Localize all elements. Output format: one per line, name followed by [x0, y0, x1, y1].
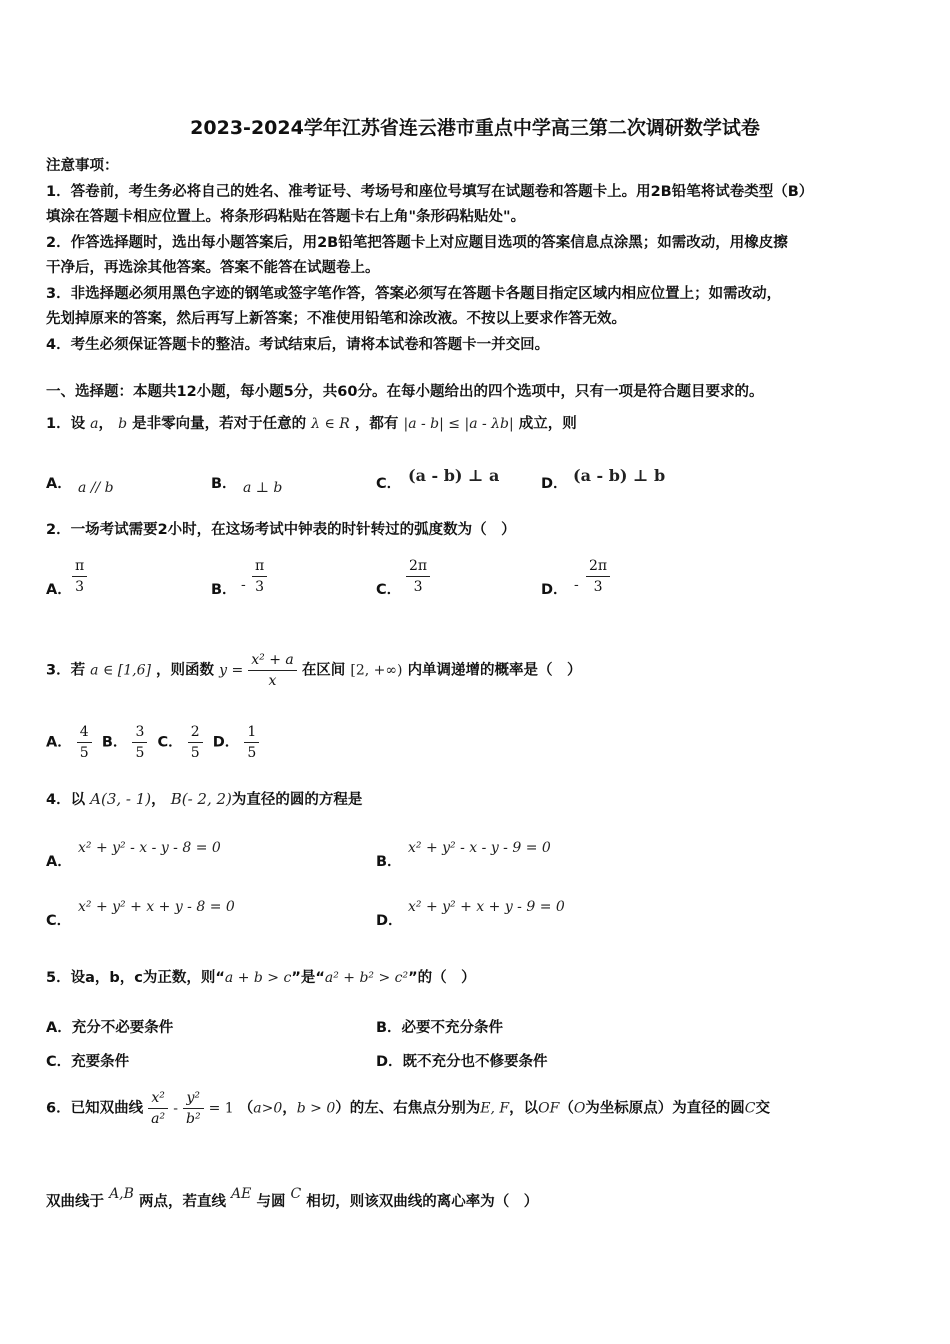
q4-option-b-expr: x² + y² - x - y - 9 = 0 — [408, 840, 551, 856]
q5-option-a: A．充分不必要条件 — [46, 1020, 174, 1036]
q6-text-7: 为坐标原点）为直径的圆 — [585, 1100, 745, 1117]
q3-num: x² + a — [251, 652, 294, 668]
q2-a-num: π — [72, 556, 87, 577]
q5-option-d: D．既不充分也不修要条件 — [376, 1054, 548, 1070]
q1-option-c-label: C． — [376, 476, 402, 492]
q1-text-3: ，都有 — [354, 416, 399, 432]
q2-c-den: 3 — [413, 579, 423, 595]
q1-text-2: 是非零向量，若对于任意的 — [132, 416, 307, 432]
q2-option-b-frac — [252, 556, 267, 597]
q6-text-1: 6．已知双曲线 — [46, 1100, 144, 1117]
q3-option-d-label: D． — [212, 734, 240, 751]
q6-den-2: b² — [185, 1111, 201, 1127]
q1-option-b-label: B． — [211, 476, 237, 492]
notice-line-3: 2．作答选择题时，选出每小题答案后，用2B铅笔把答题卡上对应题目选项的答案信息点涂黑；如需改动，用橡皮擦 — [46, 235, 788, 251]
q1-inequality: |a - b| ≤ |a - λb| — [403, 416, 514, 432]
question-3-stem — [46, 650, 582, 691]
q6-text-6: （ — [559, 1100, 574, 1117]
q6-of: OF — [538, 1100, 560, 1117]
q5-expr-2: a² + b² > c² — [324, 970, 409, 986]
notice-line-2: 填涂在答题卡相应位置上。将条形码粘贴在答题卡右上角"条形码粘贴处"。 — [46, 209, 526, 225]
q3-text-1: 3．若 — [46, 662, 86, 679]
q6-text-11: 与圆 — [256, 1194, 286, 1210]
q1-sep: ， — [98, 416, 114, 432]
q6-text-12: 相切，则该双曲线的离心率为（ ） — [306, 1194, 539, 1210]
q1-text-1: 1．设 — [46, 416, 86, 432]
q3-option-b-label: B． — [101, 734, 128, 751]
q2-d-den: 3 — [593, 579, 603, 595]
q5-option-b: B．必要不充分条件 — [376, 1020, 504, 1036]
q2-option-a-frac — [72, 556, 87, 597]
q1-var-a: a — [90, 416, 99, 432]
q1-lambda: λ ∈ R — [311, 416, 350, 432]
q6-den-1: a² — [151, 1111, 166, 1127]
q1-text-4: 成立，则 — [518, 416, 577, 432]
q3-text-3: 在区间 — [301, 662, 346, 679]
q4-option-d-expr: x² + y² + x + y - 9 = 0 — [408, 899, 565, 915]
q6-text-2: （ — [238, 1100, 254, 1117]
q3-b-num: 3 — [132, 722, 147, 743]
q4-option-d-label: D． — [376, 913, 403, 929]
q5-text-2: ”是“ — [291, 970, 325, 986]
q3-d-den: 5 — [247, 745, 257, 761]
q2-option-b-label: B． — [211, 582, 237, 598]
q3-text-4: 内单调递增的概率是（ ） — [407, 662, 582, 679]
q3-den: x — [268, 673, 277, 689]
q3-condition: a ∈ [1,6] — [90, 662, 151, 679]
q4-option-b-label: B． — [376, 854, 402, 870]
q4-option-c-label: C． — [46, 913, 72, 929]
q1-option-b-expr: a ⊥ b — [243, 480, 283, 496]
q6-circle: C — [744, 1100, 756, 1117]
q3-interval: [2, +∞) — [350, 662, 403, 679]
q2-option-d-frac — [586, 556, 610, 597]
q2-c-num: 2π — [406, 556, 430, 577]
q2-d-num: 2π — [586, 556, 610, 577]
q4-option-c-expr: x² + y² + x + y - 8 = 0 — [78, 899, 235, 915]
q3-option-a-label: A． — [46, 734, 72, 751]
q5-option-c: C．充要条件 — [46, 1054, 130, 1070]
question-5-stem — [46, 966, 476, 987]
q6-cond-2: b > 0 — [296, 1100, 336, 1117]
notice-line-1: 1．答卷前，考生务必将自己的姓名、准考证号、考场号和座位号填写在试题卷和答题卡上。用2B铅笔将试卷类型（B） — [46, 184, 814, 200]
q2-b-den: 3 — [255, 579, 265, 595]
notice-line-4: 干净后，再选涂其他答案。答案不能答在试题卷上。 — [46, 260, 380, 276]
q4-text-1: 4．以 — [46, 792, 86, 808]
q1-option-a-expr: a // b — [78, 480, 114, 496]
q2-a-den: 3 — [75, 579, 85, 595]
q2-b-num: π — [252, 556, 267, 577]
q1-option-c-expr: (a - b) ⊥ a — [408, 466, 500, 485]
q6-text-5: ，以 — [509, 1100, 539, 1117]
section-heading: 一、选择题：本题共12小题，每小题5分，共60分。在每小题给出的四个选项中，只有一项是符合题目要求的。 — [46, 384, 764, 400]
question-6-stem — [46, 1088, 770, 1129]
q6-minus: - — [173, 1100, 178, 1117]
notice-heading: 注意事项： — [46, 158, 119, 174]
q6-circle-2: C — [290, 1186, 302, 1202]
question-2-stem: 2．一场考试需要2小时，在这场考试中钟表的时针转过的弧度数为（ ） — [46, 522, 516, 538]
q4-option-a-label: A． — [46, 854, 72, 870]
q2-option-c-frac — [406, 556, 430, 597]
q6-text-10: 两点，若直线 — [138, 1194, 226, 1210]
q2-option-c-label: C． — [376, 582, 402, 598]
q6-origin: O — [573, 1100, 586, 1117]
question-4-stem — [46, 788, 362, 809]
q6-equals: = 1 — [208, 1100, 234, 1117]
q6-num-2: y² — [186, 1090, 201, 1106]
q6-text-4: ）的左、右焦点分别为 — [335, 1100, 481, 1117]
notice-line-6: 先划掉原来的答案，然后再写上新答案；不准使用铅笔和涂改液。不按以上要求作答无效。 — [46, 311, 626, 327]
q3-option-c-label: C． — [157, 734, 183, 751]
q1-option-a-label: A． — [46, 476, 72, 492]
question-1-stem — [46, 412, 577, 433]
q4-text-2: 为直径的圆的方程是 — [231, 792, 363, 808]
q6-foci: E, F — [480, 1100, 510, 1117]
q6-cond-1: a>0 — [253, 1100, 283, 1117]
q6-points-ab: A,B — [109, 1186, 134, 1202]
q2-b-sign: - — [241, 577, 246, 593]
q3-d-num: 1 — [244, 722, 259, 743]
q4-sep: ， — [151, 792, 166, 808]
q3-y: y = — [219, 662, 244, 679]
q5-text-1: 5．设a，b，c为正数，则“ — [46, 970, 225, 986]
q3-c-num: 2 — [188, 722, 203, 743]
q6-text-3: ， — [282, 1100, 297, 1117]
q2-option-a-label: A． — [46, 582, 72, 598]
q3-a-num: 4 — [77, 722, 92, 743]
q3-b-den: 5 — [135, 745, 145, 761]
notice-line-7: 4．考生必须保证答题卡的整洁。考试结束后，请将本试卷和答题卡一并交回。 — [46, 337, 550, 353]
q1-option-d-expr: (a - b) ⊥ b — [573, 466, 666, 485]
q6-line-ae: AE — [231, 1186, 252, 1202]
q1-option-d-label: D． — [541, 476, 568, 492]
q4-point-a: A(3, - 1) — [90, 790, 152, 808]
q2-d-sign: - — [574, 577, 579, 593]
q1-var-b: b — [118, 416, 128, 432]
q6-text-9: 双曲线于 — [46, 1194, 104, 1210]
q3-c-den: 5 — [190, 745, 200, 761]
q6-num-1: x² — [151, 1090, 165, 1106]
q4-option-a-expr: x² + y² - x - y - 8 = 0 — [78, 840, 221, 856]
q3-options — [46, 722, 259, 763]
q5-expr-1: a + b > c — [224, 970, 292, 986]
q4-point-b: B(- 2, 2) — [170, 790, 232, 808]
page-title: 2023-2024学年江苏省连云港市重点中学高三第二次调研数学试卷 — [190, 117, 760, 139]
q2-option-d-label: D． — [541, 582, 568, 598]
question-6-line-2 — [46, 1186, 538, 1211]
q3-text-2: ，则函数 — [156, 662, 215, 679]
notice-line-5: 3．非选择题必须用黑色字迹的钢笔或签字笔作答，答案必须写在答题卡各题目指定区域内相应位置上；如需改动， — [46, 286, 782, 302]
q6-text-8: 交 — [755, 1100, 771, 1117]
q5-text-3: ”的（ ） — [408, 970, 476, 986]
q3-a-den: 5 — [79, 745, 89, 761]
